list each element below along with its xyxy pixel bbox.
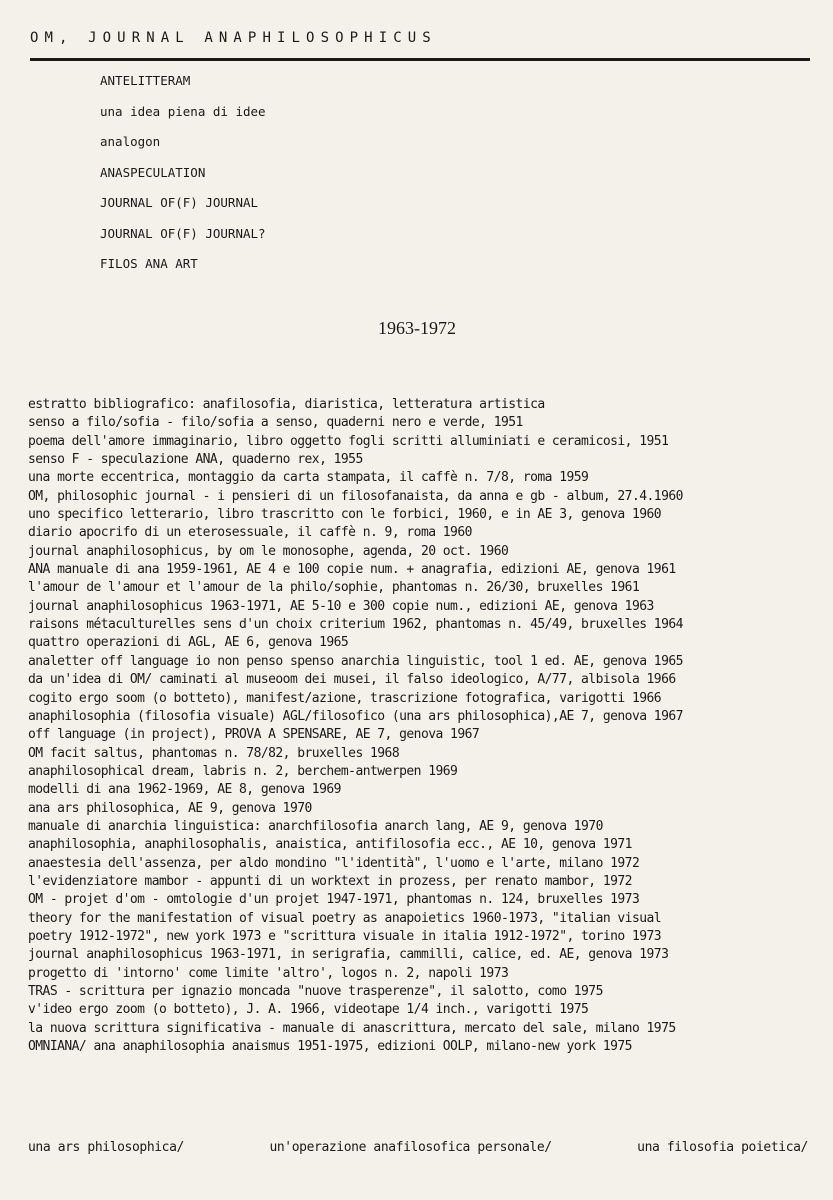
bibliography-entry: cogito ergo soom (o botteto), manifest/azione, trascrizione fotografica, varigotti 1966 <box>28 690 662 706</box>
bibliography-entry: v'ideo ergo zoom (o botteto), J. A. 1966, videotape 1/4 inch., varigotti 1975 <box>28 1002 589 1018</box>
bibliography-entry: anaphilosophia (filosofia visuale) AGL/filosofico (una ars philosophica),AE 7, genova 1967 <box>28 708 683 724</box>
title-item: una idea piena di idee <box>100 103 266 119</box>
bibliography-entry: senso F - speculazione ANA, quaderno rex, 1955 <box>28 452 363 468</box>
bibliography-entry: l'evidenziatore mambor - appunti di un worktext in prozess, per renato mambor, 1972 <box>28 873 632 889</box>
footer-line <box>28 1140 808 1155</box>
bibliography-entry: off language (in project), PROVA A SPENSARE, AE 7, genova 1967 <box>28 727 480 743</box>
title-item: FILOS ANA ART <box>100 256 198 271</box>
bibliography-entry: ana ars philosophica, AE 9, genova 1970 <box>28 800 312 816</box>
bibliography-entry: journal anaphilosophicus 1963-1971, AE 5-10 e 300 copie num., edizioni AE, genova 1963 <box>28 598 654 614</box>
bibliography-entry: anaphilosophical dream, labris n. 2, berchem-antwerpen 1969 <box>28 763 458 779</box>
bibliography-entry: progetto di 'intorno' come limite 'altro', logos n. 2, napoli 1973 <box>28 965 509 981</box>
bibliography-list <box>28 396 683 1056</box>
bibliography-entry: OM facit saltus, phantomas n. 78/82, bruxelles 1968 <box>28 745 400 761</box>
title-item: ANASPECULATION <box>100 164 206 180</box>
bibliography-entry: la nuova scrittura significativa - manuale di anascrittura, mercato del sale, milano 1975 <box>28 1020 676 1036</box>
footer-phrase: una filosofia poietica/ <box>637 1140 808 1155</box>
bibliography-entry: anaestesia dell'assenza, per aldo mondino "l'identità", l'uomo e l'arte, milano 1972 <box>28 855 640 871</box>
title-list <box>100 72 266 286</box>
bibliography-entry: senso a filo/sofia - filo/sofia a senso, quaderni nero e verde, 1951 <box>28 415 523 431</box>
bibliography-entry: OM, philosophic journal - i pensieri di un filosofanaista, da anna e gb - album, 27.4.1960 <box>28 488 683 504</box>
bibliography-entry: poetry 1912-1972", new york 1973 e "scrittura visuale in italia 1912-1972", torino 1973 <box>28 928 662 944</box>
bibliography-entry: diario apocrifo di un eterosessuale, il caffè n. 9, roma 1960 <box>28 525 472 541</box>
title-item: ANTELITTERAM <box>100 73 191 88</box>
title-item: JOURNAL OF(F) JOURNAL <box>100 195 259 210</box>
bibliography-entry: uno specifico letterario, libro trascritto con le forbici, 1960, e in AE 3, genova 1960 <box>28 507 662 523</box>
title-item: JOURNAL OF(F) JOURNAL? <box>100 225 266 241</box>
bibliography-entry: TRAS - scrittura per ignazio moncada "nuove trasperenze", il salotto, como 1975 <box>28 984 603 999</box>
title-item: analogon <box>100 134 161 149</box>
bibliography-entry: OMNIANA/ ana anaphilosophia anaismus 1951-1975, edizioni OOLP, milano-new york 1975 <box>28 1039 632 1055</box>
bibliography-entry: theory for the manifestation of visual poetry as anapoietics 1960-1973, "italian visual <box>28 910 662 926</box>
bibliography-entry: una morte eccentrica, montaggio da carta stampata, il caffè n. 7/8, roma 1959 <box>28 470 589 486</box>
journal-header-title: OM, JOURNAL ANAPHILOSOPHICUS <box>30 30 437 46</box>
bibliography-entry: estratto bibliografico: anafilosofia, diaristica, letteratura artistica <box>28 397 545 412</box>
footer-phrase: una ars philosophica/ <box>28 1140 184 1155</box>
bibliography-entry: analetter off language io non penso spenso anarchia linguistic, tool 1 ed. AE, genova 1965 <box>28 653 683 669</box>
bibliography-entry: da un'idea di OM/ caminati al museoom dei musei, il falso ideologico, A/77, albisola 1966 <box>28 672 676 688</box>
footer-phrase: un'operazione anafilosofica personale/ <box>269 1140 552 1155</box>
bibliography-entry: quattro operazioni di AGL, AE 6, genova 1965 <box>28 635 349 651</box>
bibliography-entry: journal anaphilosophicus 1963-1971, in serigrafia, cammilli, calice, ed. AE, genova 1973 <box>28 947 669 963</box>
bibliography-entry: l'amour de l'amour et l'amour de la philo/sophie, phantomas n. 26/30, bruxelles 1961 <box>28 580 640 596</box>
bibliography-entry: ANA manuale di ana 1959-1961, AE 4 e 100 copie num. + anagrafia, edizioni AE, genova 1961 <box>28 562 676 578</box>
bibliography-entry: anaphilosophia, anaphilosophalis, anaistica, antifilosofia ecc., AE 10, genova 1971 <box>28 837 632 853</box>
bibliography-entry: modelli di ana 1962-1969, AE 8, genova 1969 <box>28 782 341 798</box>
header-rule <box>30 58 810 61</box>
bibliography-entry: OM - projet d'om - omtologie d'un projet 1947-1971, phantomas n. 124, bruxelles 1973 <box>28 892 640 908</box>
year-range: 1963-1972 <box>378 318 456 338</box>
bibliography-entry: manuale di anarchia linguistica: anarchfilosofia anarch lang, AE 9, genova 1970 <box>28 818 603 834</box>
bibliography-entry: poema dell'amore immaginario, libro oggetto fogli scritti alluminiati e ceramicosi, 1951 <box>28 433 669 449</box>
bibliography-entry: journal anaphilosophicus, by om le monosophe, agenda, 20 oct. 1960 <box>28 543 509 559</box>
bibliography-entry: raisons métaculturelles sens d'un choix criterium 1962, phantomas n. 45/49, bruxelles 1964 <box>28 617 683 633</box>
